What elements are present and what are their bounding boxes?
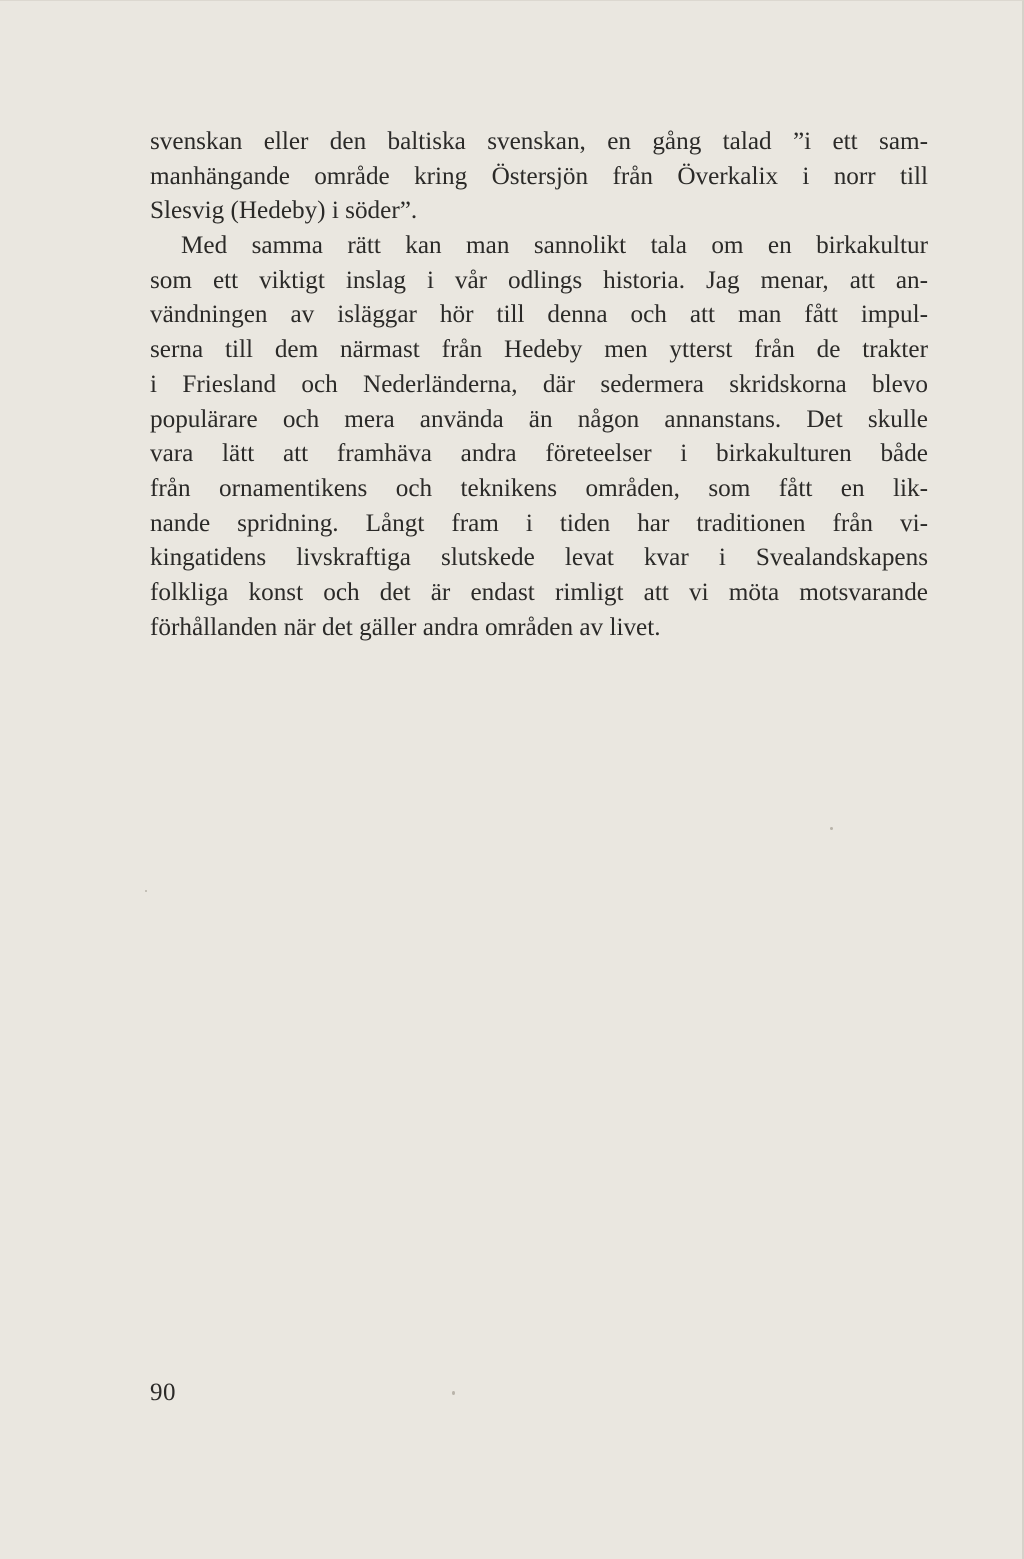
text-line: kingatidens livskraftiga slutskede levat kvar i Svealandskapens (150, 544, 928, 572)
text-line: vara lätt att framhäva andra företeelser i birkakulturen både (150, 440, 928, 468)
text-line: folkliga konst och det är endast rimligt att vi möta motsvarande (150, 578, 928, 606)
text-line: manhängande område kring Östersjön från Överkalix i norr till (150, 162, 928, 190)
paper-speck (452, 1391, 455, 1395)
text-line: serna till dem närmast från Hedeby men ytterst från de trakter (150, 336, 928, 364)
paragraph-first-line: Med samma rätt kan man sannolikt tala om en birkakultur (181, 232, 928, 260)
text-line: vändningen av isläggar hör till denna och att man fått impul- (150, 301, 928, 329)
text-line: Slesvig (Hedeby) i söder”. (150, 197, 418, 225)
text-line: från ornamentikens och teknikens områden, som fått en lik- (150, 474, 928, 502)
text-line: svenskan eller den baltiska svenskan, en gång talad ”i ett sam- (150, 128, 928, 155)
text-line: i Friesland och Nederländerna, där sedermera skridskorna blevo (150, 370, 928, 398)
text-line: som ett viktigt inslag i vår odlings historia. Jag menar, att an- (150, 266, 928, 294)
paper-speck (145, 890, 147, 892)
body-text (150, 125, 928, 645)
paper-speck (830, 827, 833, 830)
text-line: populärare och mera använda än någon annanstans. Det skulle (150, 405, 928, 433)
page-number: 90 (150, 1379, 176, 1406)
text-line: förhållanden när det gäller andra områden av livet. (150, 613, 661, 641)
text-line: nande spridning. Långt fram i tiden har traditionen från vi- (150, 509, 928, 537)
